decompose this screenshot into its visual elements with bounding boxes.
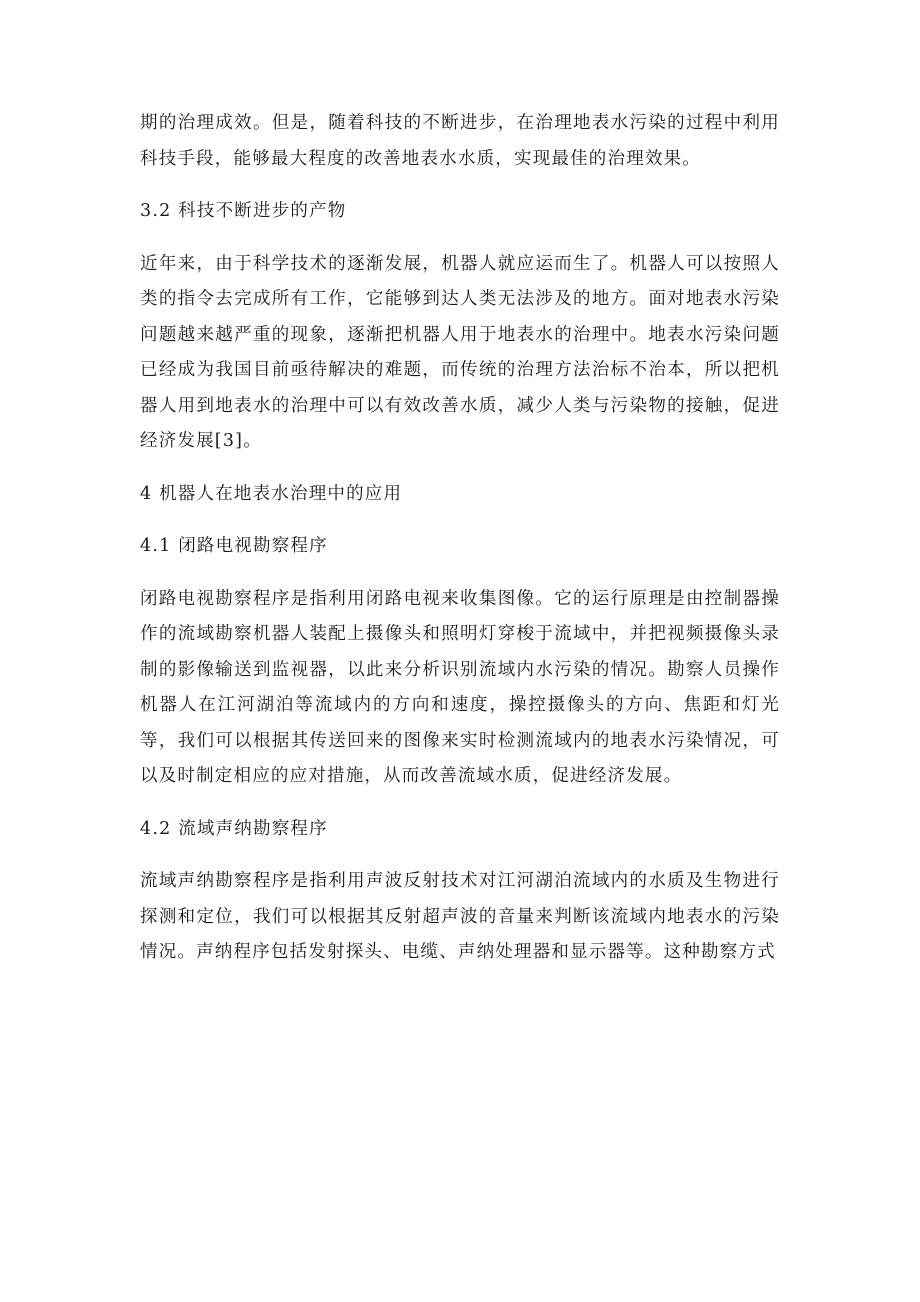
spacer bbox=[140, 177, 780, 194]
document-body bbox=[140, 106, 780, 971]
paragraph-robots-origin: 近年来，由于科学技术的逐渐发展，机器人就应运而生了。机器人可以按照人类的指令去完成所有工作，它能够到达人类无法涉及的地方。面对地表水污染问题越来越严重的现象，逐渐把机器人用于地表水的治理中。地表水污染问题已经成为我国目前亟待解决的难题，而传统的治理方法治标不治本，所以把机器人用到地表水的治理中可以有效改善水质，减少人类与污染物的接触，促进经济发展[3]。 bbox=[140, 253, 780, 451]
spacer bbox=[140, 512, 780, 529]
spacer bbox=[140, 565, 780, 582]
section-heading-4-1: 4.1 闭路电视勘察程序 bbox=[140, 536, 328, 556]
section-heading-4: 4 机器人在地表水治理中的应用 bbox=[140, 483, 403, 504]
paragraph-cctv: 闭路电视勘察程序是指利用闭路电视来收集图像。它的运行原理是由控制器操作的流域勘察机器人装配上摄像头和照明灯穿梭于流域中，并把视频摄像头录制的影像输送到监视器，以此来分析识别流域内水污染的情况。勘察人员操作机器人在江河湖泊等流域内的方向和速度，操控摄像头的方向、焦距和灯光等，我们可以根据其传送回来的图像来实时检测流域内的地表水污染情况，可以及时制定相应的应对措施，从而改善流域水质，促进经济发展。 bbox=[140, 588, 780, 786]
paragraph-intro-continued: 期的治理成效。但是，随着科技的不断进步，在治理地表水污染的过程中利用科技手段，能够最大程度的改善地表水水质，实现最佳的治理效果。 bbox=[140, 113, 780, 169]
section-heading-4-2: 4.2 流域声纳勘察程序 bbox=[140, 818, 328, 839]
spacer bbox=[140, 460, 780, 477]
spacer bbox=[140, 230, 780, 247]
spacer bbox=[140, 847, 780, 864]
paragraph-sonar: 流域声纳勘察程序是指利用声波反射技术对江河湖泊流域内的水质及生物进行探测和定位，我们可以根据其反射超声波的音量来判断该流域内地表水的污染情况。声纳程序包括发射探头、电缆、声纳处理器和显示器等。这种勘察方式 bbox=[140, 871, 780, 962]
section-heading-3-2: 3.2 科技不断进步的产物 bbox=[140, 201, 347, 221]
spacer bbox=[140, 795, 780, 812]
